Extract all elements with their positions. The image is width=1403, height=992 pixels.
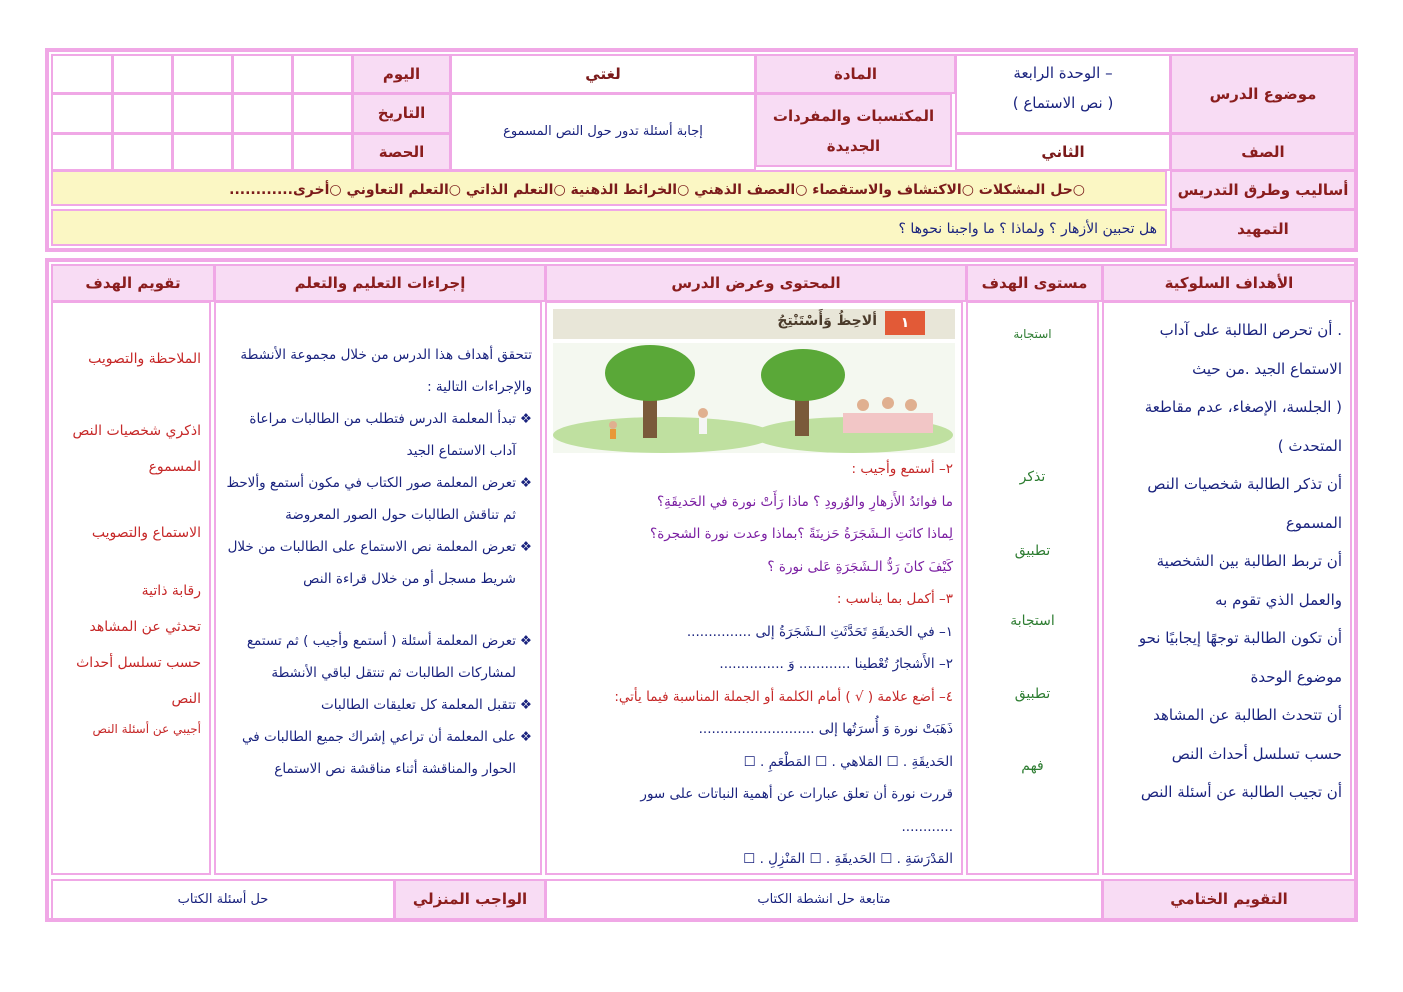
- lesson-topic-label: موضوع الدرس: [1170, 54, 1356, 134]
- day-cell: [112, 54, 173, 94]
- objectives-header: الأهداف السلوكية: [1102, 264, 1356, 302]
- level-item: تذكر: [1019, 469, 1046, 485]
- level-item: فهم: [1021, 758, 1044, 774]
- period-cell: [51, 133, 113, 171]
- homework-label: الواجب المنزلي: [394, 879, 546, 920]
- procedures-header: إجراءات التعليم والتعلم: [214, 264, 546, 302]
- procedure-item: [226, 721, 532, 785]
- content-header: المحتوى وعرض الدرس: [545, 264, 967, 302]
- q2-line: لِماذا كانَتِ الـشَجَرَةُ حَزينَةً ؟بماذا وعدت نورة الشجرة؟: [650, 526, 953, 542]
- diamond-bullet-icon: ❖: [519, 475, 532, 491]
- objective-item: أن تكون الطالبة توجهًا إيجابيًا نحو موضوع الوحدة: [1138, 629, 1342, 686]
- diamond-bullet-icon: ❖: [519, 633, 532, 649]
- date-label: التاريخ: [352, 93, 451, 134]
- day-cell: [292, 54, 353, 94]
- diamond-bullet-icon: ❖: [519, 697, 532, 713]
- evaluation-item: أجيبي عن أسئلة النص: [92, 722, 201, 736]
- activity-title: ألاحِظُ وَأَسْتَنْتِجُ: [777, 313, 877, 329]
- grade-label: الصف: [1170, 133, 1356, 171]
- subject-value: لغتي: [450, 54, 756, 94]
- diamond-bullet-icon: ❖: [519, 411, 532, 427]
- objective-item: . أن تحرص الطالبة على آداب الاستماع الجيد .من حيث: [1159, 321, 1342, 378]
- evaluation-column: [51, 301, 211, 875]
- day-cell: [51, 54, 113, 94]
- procedure-text: تعرض المعلمة صور الكتاب في مكون أستمع وألاحظ ثم تناقش الطالبات حول الصور المعروضة: [226, 475, 516, 523]
- procedure-text: تعرض المعلمة نص الاستماع على الطالبات من خلال شريط مسجل أو من خلال قراءة النص: [227, 539, 516, 587]
- objective-item: أن تذكر الطالبة شخصيات النص المسموع: [1147, 475, 1342, 532]
- q4-line: قررت نورة أن تعلق عبارات عن أهمية النباتات على سور: [640, 786, 953, 802]
- new-vocab-label: المكتسبات والمفردات الجديدة: [755, 93, 952, 167]
- period-cell: [172, 133, 233, 171]
- level-item: تطبيق: [1014, 686, 1051, 702]
- procedure-item: [226, 689, 532, 721]
- objective-item: أن تربط الطالبة بين الشخصية والعمل الذي تقوم به: [1156, 552, 1342, 609]
- evaluation-item: تحدثي عن المشاهد حسب تسلسل أحداث النص: [76, 619, 201, 707]
- final-eval-label: التقويم الختامي: [1102, 879, 1356, 920]
- q3-title: ٣– أكمل بما يناسب :: [836, 591, 953, 607]
- q4-line: الحَديقَةِ . ☐ المَلاهي . ☐ المَطْعَمِ . ☐: [743, 753, 953, 770]
- objective-item: أن تتحدث الطالبة عن المشاهد حسب تسلسل أحداث النص: [1153, 706, 1342, 763]
- q4-line: ............: [901, 818, 953, 835]
- procedures-intro: تتحقق أهداف هذا الدرس من خلال مجموعة الأنشطة والإجراءات التالية :: [240, 347, 532, 395]
- subject-label: المادة: [755, 54, 956, 94]
- level-column: [966, 301, 1099, 875]
- procedure-text: تبدأ المعلمة الدرس فتطلب من الطالبات مراعاة آداب الاستماع الجيد: [249, 411, 516, 459]
- procedure-item: [226, 467, 532, 531]
- period-cell: [112, 133, 173, 171]
- lesson-topic-line1: الوحدة الرابعة –: [1013, 64, 1113, 82]
- q4-line: المَدْرَسَةِ . ☐ الحَديقَةِ . ☐ المَنْزِلِ . ☐: [743, 851, 953, 867]
- new-vocab-value: إجابة أسئلة تدور حول النص المسموع: [450, 93, 756, 171]
- procedure-text: تعرض المعلمة أسئلة ( أستمع وأجيب ) ثم تستمع لمشاركات الطالبات ثم تنتقل لباقي الأنشطة: [246, 633, 516, 681]
- q2-line: ما فوائدُ الأَزهارِ والوُرودِ ؟ ماذا رَأَتْ نورة في الحَديقَةِ؟: [656, 493, 953, 510]
- lesson-topic-line2: ( نص الاستماع ): [1012, 94, 1114, 112]
- level-item: استجابة: [1013, 327, 1052, 341]
- level-item: تطبيق: [1014, 543, 1051, 559]
- methods-label: أساليب وطرق التدريس: [1170, 170, 1356, 210]
- date-cell: [172, 93, 233, 134]
- content-column: [545, 301, 963, 875]
- q3-line: ١– في الحَديقَةِ تَحَدَّثَتِ الـشَجَرَةُ إلى ...............: [686, 623, 953, 640]
- q2-title: ٢– أستمع وأجيب :: [851, 461, 953, 477]
- evaluation-header: تقويم الهدف: [51, 264, 215, 302]
- q2-line: كَيْفَ كانَ رَدُّ الـشَجَرَةِ عَلى نورة ؟: [767, 558, 953, 575]
- procedure-item: [226, 531, 532, 595]
- level-item: استجابة: [1010, 613, 1055, 629]
- date-cell: [112, 93, 173, 134]
- date-cell: [51, 93, 113, 134]
- park-illustration: [553, 343, 955, 453]
- procedure-item: [226, 403, 532, 467]
- level-header: مستوى الهدف: [966, 264, 1103, 302]
- homework-value: حل أسئلة الكتاب: [51, 879, 395, 920]
- q4-line: ذَهَبَتْ نورة وَ أُسرَتُها إلى ...........................: [698, 721, 953, 737]
- evaluation-item: الاستماع والتصويب: [91, 525, 201, 541]
- intro-label: التمهيد: [1170, 209, 1356, 250]
- intro-value: هل تحبين الأزهار ؟ ولماذا ؟ ما واجبنا نحوها ؟: [51, 209, 1167, 246]
- content-text: [553, 453, 953, 875]
- date-cell: [232, 93, 293, 134]
- date-cell: [292, 93, 353, 134]
- procedures-column: [214, 301, 542, 875]
- q3-line: ٢– الأَشجارُ تُعْطينا ............ وَ ...............: [719, 656, 953, 672]
- q4-title: ٤– أضع علامة ( √ ) أمام الكلمة أو الجملة المناسبة فيما يأتي:: [614, 688, 953, 705]
- procedure-text: تتقبل المعلمة كل تعليقات الطالبات: [321, 697, 516, 713]
- procedure-text: على المعلمة أن تراعي إشراك جميع الطالبات في الحوار والمناقشة أثناء مناقشة نص الاستماع: [241, 729, 516, 777]
- activity-number: ١: [885, 311, 925, 335]
- period-label: الحصة: [352, 133, 451, 171]
- day-label: اليوم: [352, 54, 451, 94]
- day-cell: [172, 54, 233, 94]
- objective-item: أن تجيب الطالبة عن أسئلة النص: [1140, 783, 1342, 801]
- evaluation-item: الملاحظة والتصويب: [88, 351, 201, 367]
- objective-item: ( الجلسة، الإصغاء، عدم مقاطعة المتحدث ): [1144, 398, 1342, 455]
- diamond-bullet-icon: ❖: [519, 539, 532, 555]
- period-cell: [292, 133, 353, 171]
- final-eval-value: متابعة حل انشطة الكتاب: [545, 879, 1103, 920]
- lesson-topic-value: [955, 54, 1171, 134]
- grade-value: الثاني: [955, 133, 1171, 171]
- procedure-item: [226, 625, 532, 689]
- diamond-bullet-icon: ❖: [519, 729, 532, 745]
- methods-value: ○حل المشكلات ○الاكتشاف والاستقصاء ○العصف الذهني ○الخرائط الذهنية ○التعلم الذاتي ○التعلم التعاوني ○أخرى............: [51, 170, 1167, 206]
- evaluation-item: اذكري شخصيات النص المسموع: [72, 423, 201, 475]
- day-cell: [232, 54, 293, 94]
- objectives-column: [1102, 301, 1352, 875]
- period-cell: [232, 133, 293, 171]
- evaluation-item: رقابة ذاتية: [141, 583, 201, 599]
